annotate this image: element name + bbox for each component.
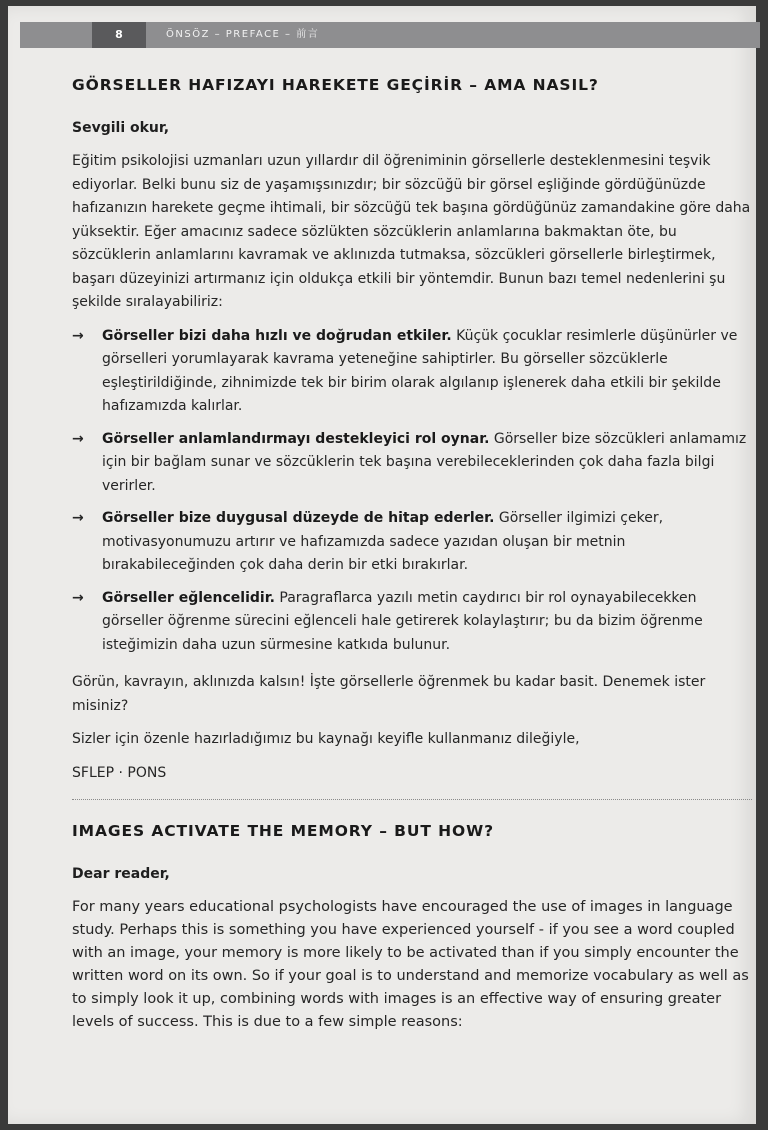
book-page: [8, 6, 756, 1124]
turkish-section: [72, 76, 760, 785]
turkish-signature: SFLEP · PONS: [72, 764, 167, 781]
list-item: [72, 507, 760, 578]
turkish-reasons-list: [72, 325, 760, 658]
english-heading: IMAGES ACTIVATE THE MEMORY – BUT HOW?: [72, 822, 494, 840]
reason-text: Görseller bize sözcükleri anlamamız için bir bağlam sunar ve sözcüklerin tek başına verebileceklerinden çok daha fazla bilgi verirler.: [102, 430, 747, 494]
page-header-bar: [20, 22, 760, 48]
reason-title: Görseller eğlencelidir.: [102, 589, 275, 606]
reason-text: Görseller ilgimizi çeker, motivasyonumuzu artırır ve hafızamızda sadece yazıdan oluşan bir metnin bırakabileceğinden çok daha derin bir etki bırakırlar.: [102, 510, 664, 573]
english-greeting: Dear reader,: [72, 866, 170, 882]
running-title: ÖNSÖZ – PREFACE – 前言: [166, 29, 320, 40]
turkish-wish: Sizler için özenle hazırladığımız bu kaynağı keyifle kullanmanız dileğiyle,: [72, 731, 580, 747]
right-arrow-icon: →: [72, 327, 84, 344]
right-arrow-icon: →: [72, 430, 84, 447]
page-content: [72, 64, 760, 1034]
list-item: [72, 428, 760, 499]
right-arrow-icon: →: [72, 589, 84, 606]
turkish-greeting: Sevgili okur,: [72, 120, 170, 136]
reason-title: Görseller anlamlandırmayı destekleyici rol oynar.: [102, 430, 490, 447]
reason-title: Görseller bize duygusal düzeyde de hitap ederler.: [102, 510, 495, 526]
right-arrow-icon: →: [72, 510, 84, 526]
english-section: [72, 822, 760, 1034]
section-divider: [72, 799, 752, 800]
list-item: [72, 587, 760, 658]
turkish-closing: Görün, kavrayın, aklınızda kalsın! İşte görsellerle öğrenmek bu kadar basit. Denemek ister misiniz?: [72, 674, 706, 714]
reason-text: Küçük çocuklar resimlerle düşünürler ve görselleri yorumlayarak kavrama yeteneğine sahiptirler. Bu görseller sözcüklerle eşleştirildiğinde, zihnimizde tek bir birim olarak algılanıp işlenerek daha etkili bir şekilde hafızamızda kalırlar.: [102, 327, 738, 414]
turkish-heading: GÖRSELLER HAFIZAYI HAREKETE GEÇİRİR – AMA NASIL?: [72, 76, 599, 94]
page-number: 8: [92, 22, 146, 48]
english-intro: For many years educational psychologists have encouraged the use of images in language study. Perhaps this is something you have experienced yourself - if you see a word coupled with an image, your memory is more likely to be activated than if you simply encounter the written word on its own. So if your goal is to understand and memorize vocabulary as well as to simply look it up, combining words with images is an effective way of ensuring greater levels of success. This is due to a few simple reasons:: [72, 899, 749, 1030]
list-item: [72, 325, 760, 419]
reason-title: Görseller bizi daha hızlı ve doğrudan etkiler.: [102, 327, 452, 344]
turkish-intro: Eğitim psikolojisi uzmanları uzun yıllardır dil öğreniminin görsellerle desteklenmesini teşvik ediyorlar. Belki bunu siz de yaşamışsınızdır; bir sözcüğü bir görsel eşliğinde gördüğünüzde hafızanızın harekete geçme ihtimali, bir sözcüğü tek başına gördüğünüz zamandakine göre daha yüksektir. Eğer amacınız sadece sözlükten sözcüklerin anlamlarına bakmaktan öte, bu sözcüklerin anlamlarını kavramak ve aklınızda tutmaksa, sözcükleri görsellerle birleştirmek, başarı düzeyinizi artırmanız için oldukça etkili bir yöntemdir. Bunun bazı temel nedenlerini şu şekilde sıralayabiliriz:: [72, 153, 751, 310]
reason-text: Paragraflarca yazılı metin caydırıcı bir rol oynayabilecekken görseller öğrenme sürecini eğlenceli hale getirerek kolaylaştırır; bu da bizim öğrenme isteğimizin daha uzun sürmesine katkıda bulunur.: [102, 589, 703, 653]
